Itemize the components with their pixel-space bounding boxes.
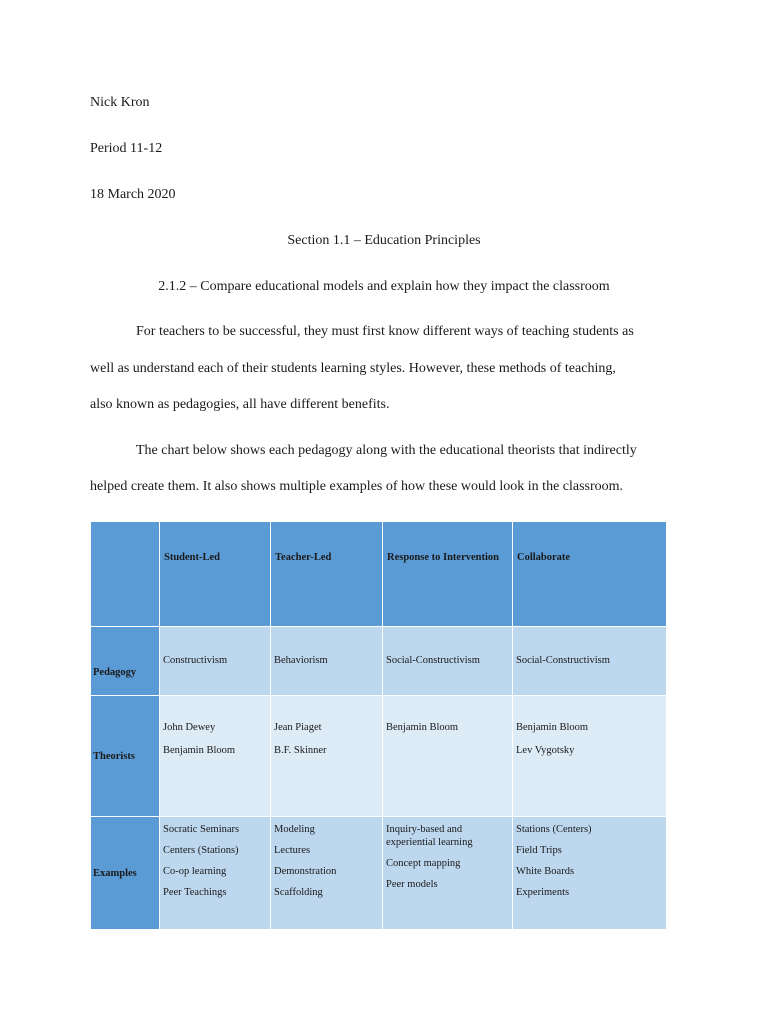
table-cell: Benjamin Bloom Lev Vygotsky <box>513 696 667 817</box>
author-name: Nick Kron <box>90 95 150 110</box>
column-header: Teacher-Led <box>271 522 383 627</box>
paragraph1-line2: well as understand each of their students learning styles. However, these methods of teaching, <box>90 361 616 376</box>
paragraph2-line2: helped create them. It also shows multiple examples of how these would look in the classroom. <box>90 479 624 494</box>
table-row-theorists <box>91 696 667 817</box>
table-cell: Modeling Lectures Demonstration Scaffolding <box>271 817 383 930</box>
table-header-row <box>91 522 667 627</box>
subtitle: 2.1.2 – Compare educational models and explain how they impact the classroom <box>158 279 610 294</box>
table-cell: Social-Constructivism <box>383 627 513 696</box>
row-header: Theorists <box>91 696 160 817</box>
pedagogy-table <box>90 521 667 930</box>
column-header: Response to Intervention <box>383 522 513 627</box>
table-cell: Jean Piaget B.F. Skinner <box>271 696 383 817</box>
paragraph1-line1: For teachers to be successful, they must first know different ways of teaching students as <box>136 324 634 339</box>
paragraph1-line3: also known as pedagogies, all have different benefits. <box>90 397 390 412</box>
column-header: Collaborate <box>513 522 667 627</box>
paragraph2-line1: The chart below shows each pedagogy along with the educational theorists that indirectly <box>136 443 637 458</box>
table-row-examples <box>91 817 667 930</box>
section-title: Section 1.1 – Education Principles <box>287 233 481 248</box>
table-cell: Inquiry-based and experiential learning Concept mapping Peer models <box>383 817 513 930</box>
table-corner-cell <box>91 522 160 627</box>
table-cell: Benjamin Bloom <box>383 696 513 817</box>
row-header: Pedagogy <box>91 627 160 696</box>
table-cell: Stations (Centers) Field Trips White Boards Experiments <box>513 817 667 930</box>
table-cell: Socratic Seminars Centers (Stations) Co-op learning Peer Teachings <box>160 817 271 930</box>
table-cell: Behaviorism <box>271 627 383 696</box>
row-header: Examples <box>91 817 160 930</box>
column-header: Student-Led <box>160 522 271 627</box>
table-cell: Constructivism <box>160 627 271 696</box>
document-date: 18 March 2020 <box>90 187 176 202</box>
table-cell: Social-Constructivism <box>513 627 667 696</box>
class-period: Period 11-12 <box>90 141 163 156</box>
table-row-pedagogy <box>91 627 667 696</box>
table-cell: John Dewey Benjamin Bloom <box>160 696 271 817</box>
